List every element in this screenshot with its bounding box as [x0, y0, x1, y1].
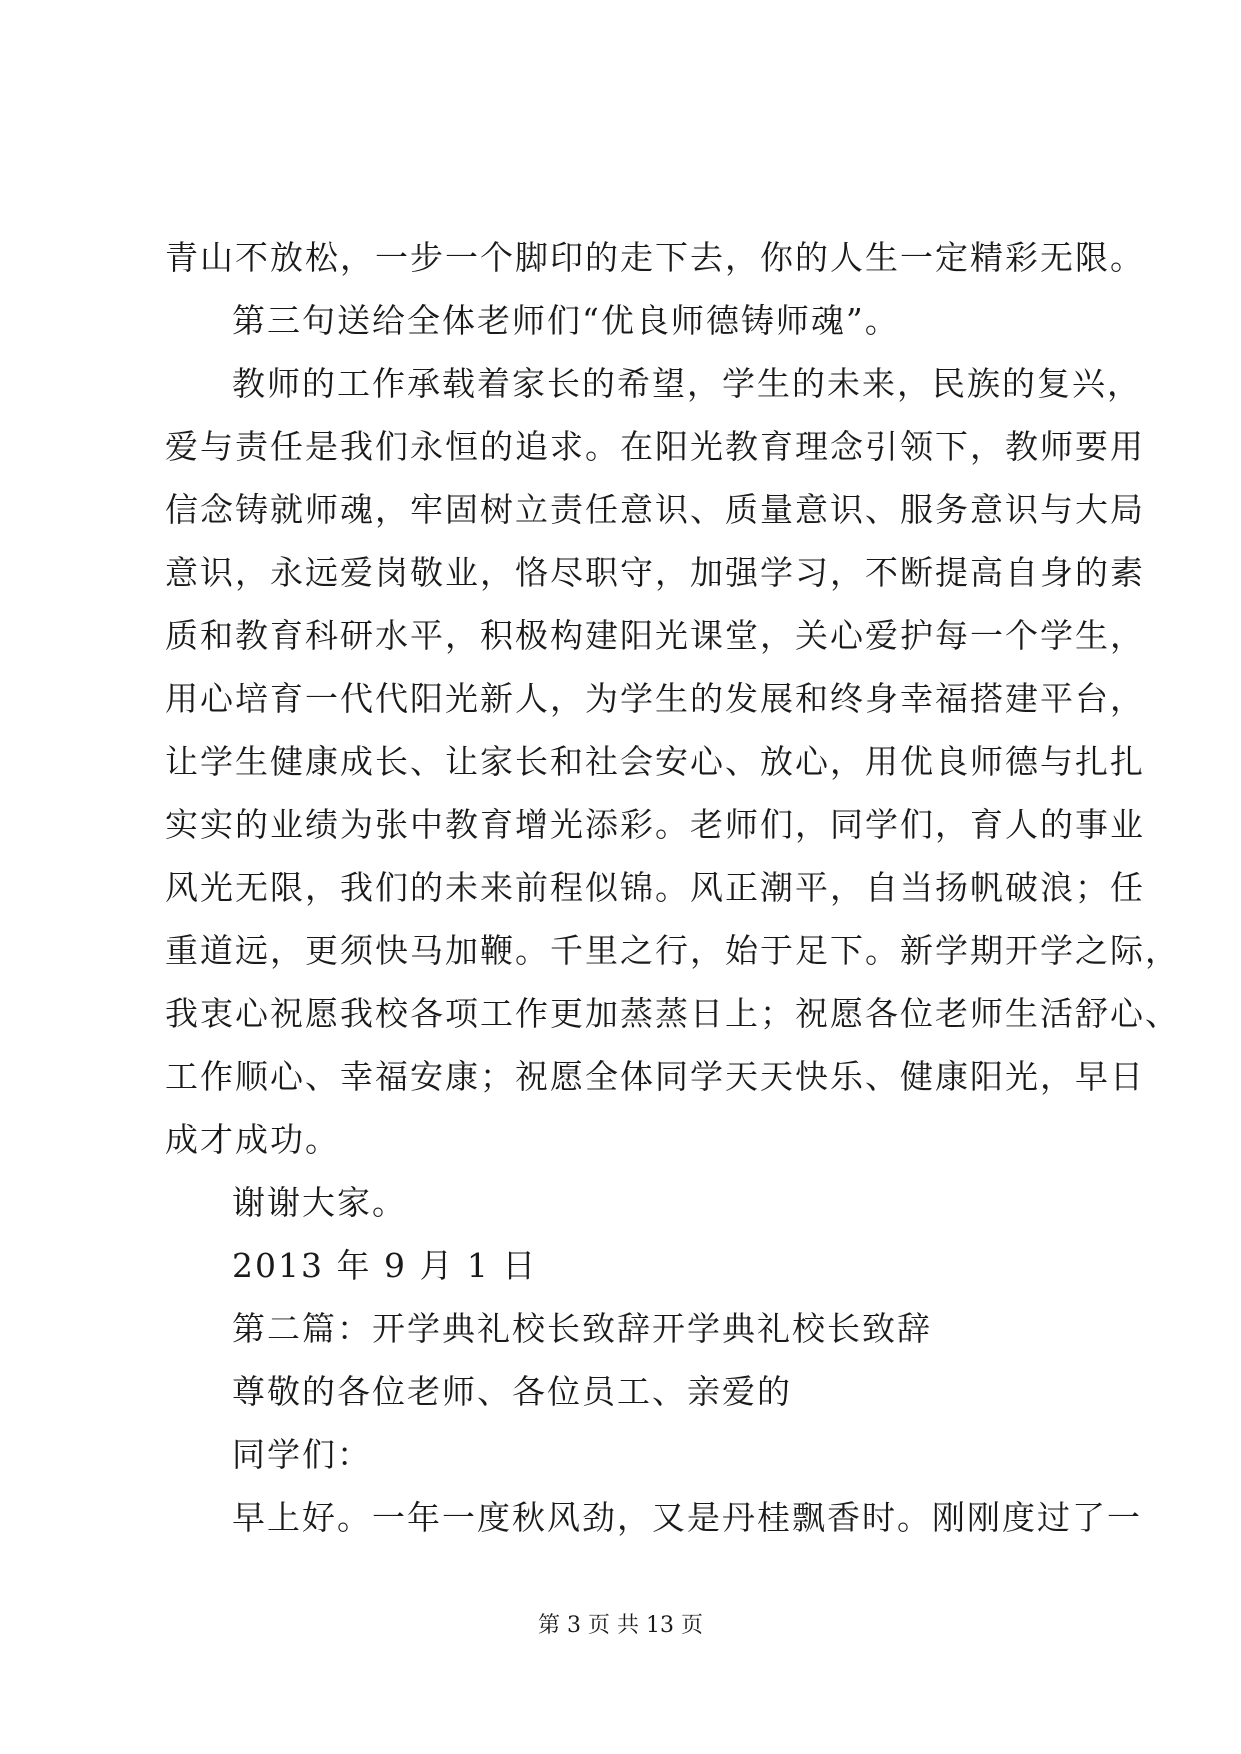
text-line: 同学们： — [232, 1435, 372, 1474]
text-line: 重道远，更须快马加鞭。千里之行，始于足下。新学期开学之际， — [165, 931, 1180, 970]
text-line: 成才成功。 — [165, 1120, 340, 1159]
text-line: 第三句送给全体老师们“优良师德铸师魂”。 — [232, 301, 900, 340]
text-line: 风光无限，我们的未来前程似锦。风正潮平，自当扬帆破浪；任 — [165, 868, 1145, 907]
text-line: 爱与责任是我们永恒的追求。在阳光教育理念引领下，教师要用 — [165, 427, 1145, 466]
text-line: 青山不放松，一步一个脚印的走下去，你的人生一定精彩无限。 — [165, 238, 1145, 277]
text-line: 意识，永远爱岗敬业，恪尽职守，加强学习，不断提高自身的素 — [165, 553, 1145, 592]
section-heading: 第二篇：开学典礼校长致辞开学典礼校长致辞 — [232, 1309, 932, 1348]
text-line: 实实的业绩为张中教育增光添彩。老师们，同学们，育人的事业 — [165, 805, 1145, 844]
text-line: 信念铸就师魂，牢固树立责任意识、质量意识、服务意识与大局 — [165, 490, 1145, 529]
text-line: 质和教育科研水平，积极构建阳光课堂，关心爱护每一个学生， — [165, 616, 1145, 655]
text-line: 我衷心祝愿我校各项工作更加蒸蒸日上；祝愿各位老师生活舒心、 — [165, 994, 1180, 1033]
text-line: 尊敬的各位老师、各位员工、亲爱的 — [232, 1372, 792, 1411]
text-line: 教师的工作承载着家长的希望，学生的未来，民族的复兴， — [232, 364, 1142, 403]
text-line: 工作顺心、幸福安康；祝愿全体同学天天快乐、健康阳光，早日 — [165, 1057, 1145, 1096]
text-line: 谢谢大家。 — [232, 1183, 407, 1222]
text-line: 早上好。一年一度秋风劲，又是丹桂飘香时。刚刚度过了一 — [232, 1498, 1142, 1537]
date-line: 2013 年 9 月 1 日 — [232, 1246, 538, 1285]
page-number-footer: 第 3 页 共 13 页 — [538, 1613, 703, 1638]
text-line: 用心培育一代代阳光新人，为学生的发展和终身幸福搭建平台， — [165, 679, 1145, 718]
text-line: 让学生健康成长、让家长和社会安心、放心，用优良师德与扎扎 — [165, 742, 1145, 781]
